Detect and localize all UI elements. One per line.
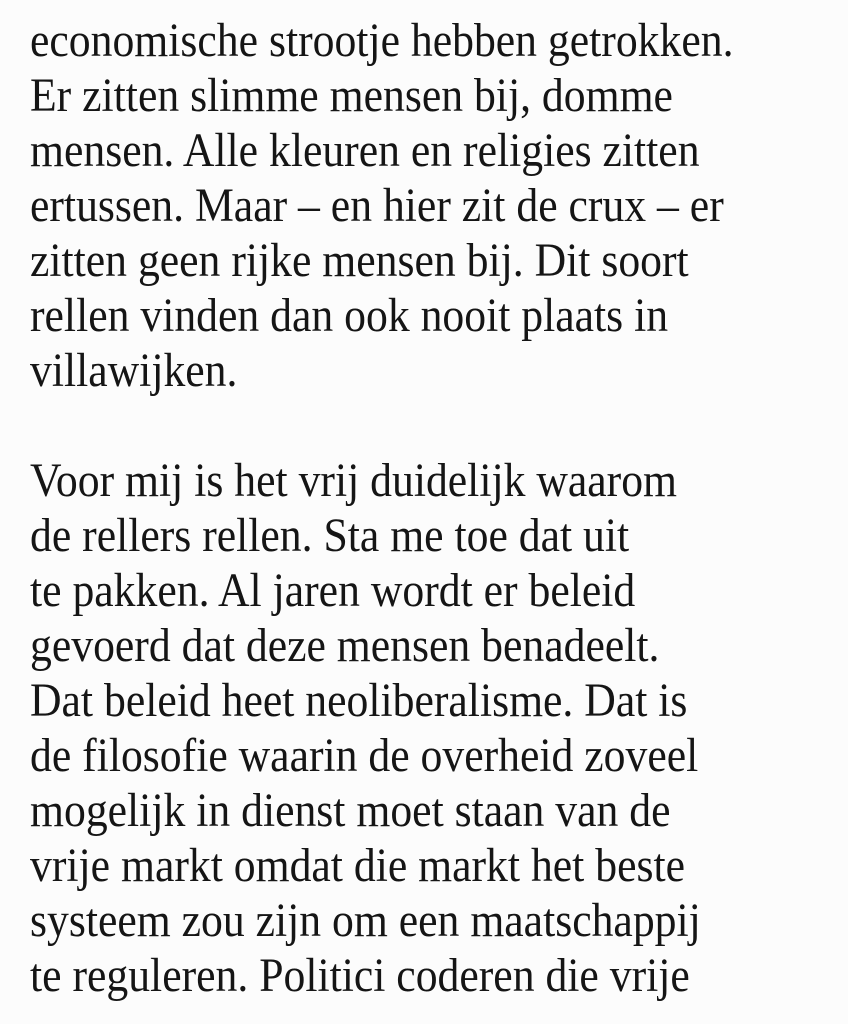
page-text [30,13,848,1003]
text-line: economische strootje hebben getrokken. [30,14,734,67]
text-line: ertussen. Maar – en hier zit de crux – er [30,179,724,232]
text-line: de filosofie waarin de overheid zoveel [30,729,699,782]
text-line: systeem zou zijn om een maatschappij [30,894,701,947]
text-line: Voor mij is het vrij duidelijk waarom [30,454,678,507]
text-line: Dat beleid heet neoliberalisme. Dat is [30,674,688,727]
text-line: te pakken. Al jaren wordt er beleid [30,564,636,617]
text-line: Er zitten slimme mensen bij, domme [30,69,673,122]
text-line: de rellers rellen. Sta me toe dat uit [30,509,630,562]
text-line: te reguleren. Politici coderen die vrije [30,949,690,1002]
text-line: mogelijk in dienst moet staan van de [30,784,671,837]
paragraph-2 [30,453,848,1003]
text-line: gevoerd dat deze mensen benadeelt. [30,619,660,672]
text-line: vrije markt omdat die markt het beste [30,839,685,892]
text-line: zitten geen rijke mensen bij. Dit soort [30,234,689,287]
text-line: villawijken. [30,344,238,397]
paragraph-1 [30,13,848,398]
text-line: mensen. Alle kleuren en religies zitten [30,124,700,177]
text-line: rellen vinden dan ook nooit plaats in [30,289,669,342]
